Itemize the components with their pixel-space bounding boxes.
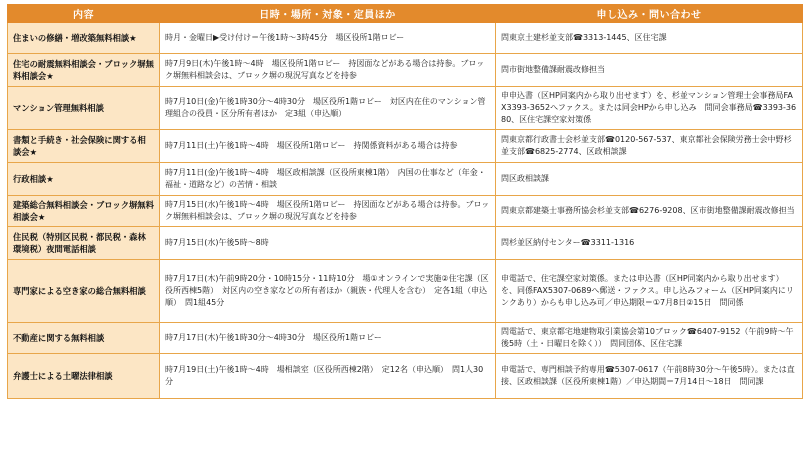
row-details: 時7月17日(木)午後1時30分〜4時30分 場区役所1階ロビー (160, 323, 496, 354)
row-topic: 不動産に関する無料相談 (8, 323, 160, 354)
table-row (8, 323, 803, 354)
row-details: 時7月15日(水)午後1時〜4時 場区役所1階ロビー 持図面などがある場合は持参。ブロック塀無料相談会は、ブロック塀の現況写真などを持参 (160, 196, 496, 227)
row-details: 時7月9日(木)午後1時〜4時 場区役所1階ロビー 持図面などがある場合は持参。ブロック塀無料相談会は、ブロック塀の現況写真などを持参 (160, 54, 496, 87)
row-contact: 申電話で、住宅課空家対策係。または申込書（区HP同案内から取り出せます）を、同係FAX5307-0689へ郵送・ファクス。申し込みフォーム（区HP同案内にリンクあり）からも申し込み可／申込期限＝①7月8日②15日 問同係 (496, 260, 803, 323)
row-topic: 住民税（特別区民税・都民税・森林環境税）夜間電話相談 (8, 227, 160, 260)
row-topic: 弁護士による土曜法律相談 (8, 354, 160, 399)
header-contact: 申し込み・問い合わせ (496, 5, 803, 23)
row-contact: 問電話で、東京都宅地建物取引業協会第10ブロック☎6407-9152（午前9時〜午後5時（土・日曜日を除く）） 問同団体、区住宅課 (496, 323, 803, 354)
row-details: 時月・金曜日▶受け付け＝午後1時〜3時45分 場区役所1階ロビー (160, 23, 496, 54)
table-row (8, 196, 803, 227)
row-details: 時7月17日(木)午前9時20分・10時15分・11時10分 場①オンラインで実施②住宅課（区役所西棟5階） 対区内の空き家などの所有者ほか（親族・代理人を含む） 定各1組（申込順） 問1組45分 (160, 260, 496, 323)
consultation-table (7, 4, 803, 399)
row-contact: 問区政相談課 (496, 163, 803, 196)
table-header-row (8, 5, 803, 23)
row-contact: 申申込書（区HP同案内から取り出せます）を、杉並マンション管理士会事務局FAX3393-3652へファクス。または同会HPから申し込み 問同会事務局☎3393-3680、区住宅課空家対策係 (496, 87, 803, 130)
row-topic: マンション管理無料相談 (8, 87, 160, 130)
row-contact: 問市街地整備課耐震改修担当 (496, 54, 803, 87)
table-row (8, 54, 803, 87)
table-row (8, 227, 803, 260)
row-contact: 問東京都行政書士会杉並支部☎0120-567-537、東京都社会保険労務士会中野杉並支部☎6825-2774、区政相談課 (496, 130, 803, 163)
row-details: 時7月11日(金)午後1時〜4時 場区政相談課（区役所東棟1階） 内国の仕事など（年金・福祉・道路など）の苦情・相談 (160, 163, 496, 196)
table-row (8, 163, 803, 196)
row-contact: 問東京土建杉並支部☎3313-1445、区住宅課 (496, 23, 803, 54)
table-row (8, 260, 803, 323)
row-contact: 問杉並区納付センター☎3311-1316 (496, 227, 803, 260)
row-topic: 行政相談★ (8, 163, 160, 196)
table-row (8, 130, 803, 163)
table-row (8, 23, 803, 54)
header-details: 日時・場所・対象・定員ほか (160, 5, 496, 23)
row-details: 時7月15日(水)午後5時〜8時 (160, 227, 496, 260)
header-topic: 内容 (8, 5, 160, 23)
row-contact: 問東京都建築士事務所協会杉並支部☎6276-9208、区市街地整備課耐震改修担当 (496, 196, 803, 227)
row-topic: 専門家による空き家の総合無料相談 (8, 260, 160, 323)
table-row (8, 87, 803, 130)
row-contact: 申電話で、専門相談予約専用☎5307-0617（午前8時30分〜午後5時）。または直接、区政相談課（区役所東棟1階）／申込期間＝7月14日〜18日 問同課 (496, 354, 803, 399)
row-topic: 住宅の耐震無料相談会・ブロック塀無料相談会★ (8, 54, 160, 87)
row-details: 時7月10日(金)午後1時30分〜4時30分 場区役所1階ロビー 対区内在住のマンション管理組合の役員・区分所有者ほか 定3組（申込順） (160, 87, 496, 130)
row-details: 時7月19日(土)午後1時〜4時 場相談室（区役所西棟2階） 定12名（申込順） 問1人30分 (160, 354, 496, 399)
row-topic: 書類と手続き・社会保険に関する相談会★ (8, 130, 160, 163)
row-topic: 建築総合無料相談会・ブロック塀無料相談会★ (8, 196, 160, 227)
row-topic: 住まいの修繕・増改築無料相談★ (8, 23, 160, 54)
row-details: 時7月11日(土)午後1時〜4時 場区役所1階ロビー 持関係資料がある場合は持参 (160, 130, 496, 163)
table-row (8, 354, 803, 399)
consultation-table-container (7, 4, 802, 399)
